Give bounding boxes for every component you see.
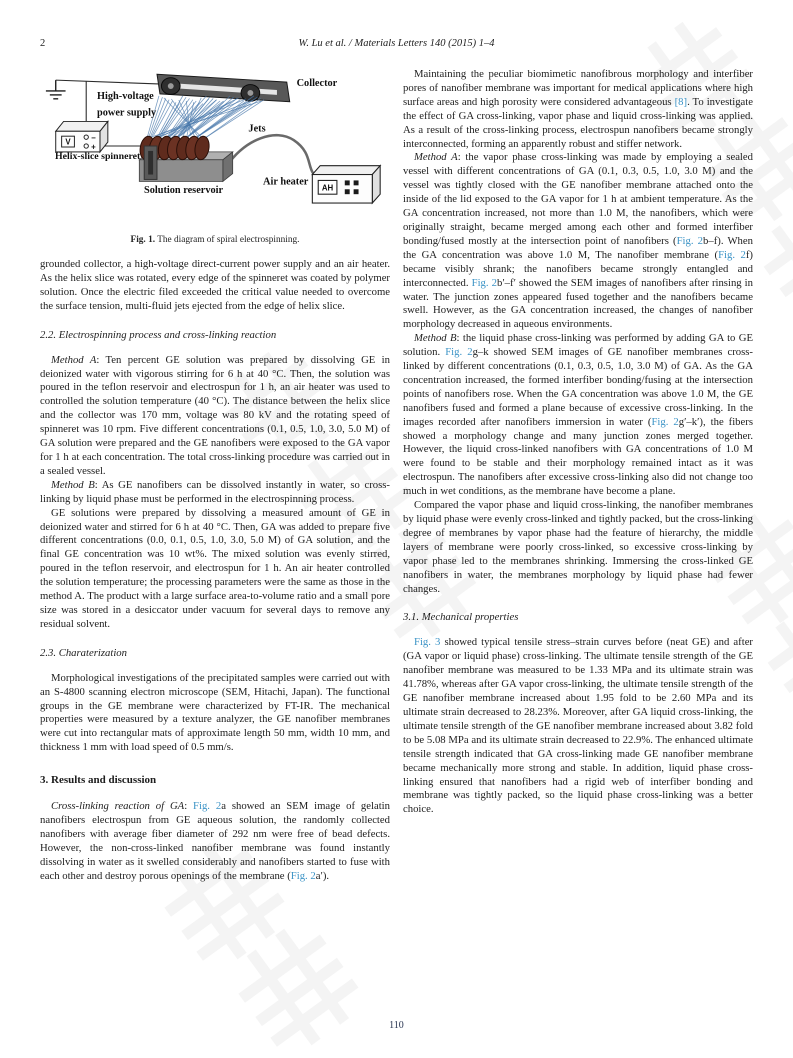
paragraph xyxy=(403,636,753,817)
text-run: : xyxy=(184,800,194,813)
page-footer xyxy=(0,1020,793,1031)
figure-1-caption xyxy=(40,235,390,245)
text-run: Cross-linking reaction of GA xyxy=(51,800,185,813)
text-run: : Ten percent GE solution was prepared by dissolving GE in deionized water with vigorous stirring for 6 h at 40 °C. Then, the solution was poured in the teflon reservoir and electrospun for 1 h, an air heater was used to controlled the solution temperature (40 °C). The distance between the helix slice and the collector was 170 mm, voltage was 80 kV and the rotating speed of spinneret was 10 rpm. Five different concentrations (0.1, 0.5, 1.0, 3.0, 5.0 M) of GA solution were prepared and the GE nanofibers were exposed to the GA vapor for 1 h at each concentration. The total cross-linking procedure was carried out in a sealed vessel. xyxy=(40,353,390,477)
text-run: Method B xyxy=(414,332,457,345)
text-run: g–k showed SEM images of GE nanofiber membranes cross-linked by different concentrations (0.1, 0.3, 0.5, 1.0, 3.0 M) of GA. As the GA concentration increased, the formed interfiber bonding/fusing at the intersection points of nanofibers rose. When the GA concentration was above 1.0 M, the GE nanofibers fused and formed a plane because of excessive cross-linking. In the images recorded after nanofibers immersion in water ( xyxy=(403,346,753,428)
paragraph-crosslinking xyxy=(40,800,390,883)
section-2-2-heading: 2.2. Electrospinning process and cross-linking reaction xyxy=(40,328,277,341)
label-voltmeter: V xyxy=(65,137,71,147)
paragraph-method-a xyxy=(40,354,390,479)
text-run: a showed an SEM image of gelatin nanofibers electrospun from GE aqueous solution, the randomly collected nanofibers with average fiber diameter of 292 nm were free of bead defects. However, the non-cross-linked nanofiber membrane was found instantly dissolving in water as it swelled considerably and nanofibers started to fuse with each other and destroy porous openings of the membrane ( xyxy=(40,800,390,882)
figure-1-caption-text: The diagram of spiral electrospinning. xyxy=(157,235,300,245)
text-run: : the liquid phase cross-linking was performed by adding GA to GE solution. xyxy=(403,332,753,359)
citation-link[interactable]: Fig. 2 xyxy=(471,276,497,289)
citation-link[interactable]: [8] xyxy=(674,95,688,108)
text-run: Maintaining the peculiar biomimetic nanofibrous morphology and interfiber pores of nanofiber membrane was important for medical applications where high surface areas and high porosity were considered advantageous xyxy=(403,68,753,108)
citation-link[interactable]: Fig. 2 xyxy=(290,869,316,882)
label-minus: − xyxy=(91,133,96,143)
label-spinneret: Helix-slice spinneret xyxy=(55,150,141,162)
text-run: : the vapor phase cross-linking was made by employing a sealed vessel with different concentrations of GA (0.1, 0.3, 0.5, 1.0, 3.0 M) and the vessel was tightly closed with the GE nanofiber membrane attached onto the inside of the lid exposed to the GA vapor for 1 h at ambient temperature. As the GA concentration increased, not more than 1.0 M, the nanofibers, which were originally straight, became merged among each other and formed interfiber bonding/fused mostly at the intersection point of nanofibers ( xyxy=(403,151,753,247)
left-column xyxy=(40,68,390,884)
electrospinning-diagram xyxy=(40,68,390,226)
collector-belt xyxy=(157,74,290,102)
label-power-supply: power supply xyxy=(97,107,157,119)
figure-1-caption-label: Fig. 1. xyxy=(130,235,156,245)
section-2-3-heading: 2.3. Charaterization xyxy=(40,646,127,659)
page-header xyxy=(40,38,753,49)
folio-number: 110 xyxy=(389,1020,404,1031)
text-run: : As GE nanofibers can be dissolved instantly in water, so cross-linking by liquid phase must be performed in the electrospinning process. xyxy=(40,478,390,505)
running-head: W. Lu et al. / Materials Letters 140 (2015) 1–4 xyxy=(298,38,495,49)
label-collector: Collector xyxy=(296,78,338,90)
power-supply-box xyxy=(56,121,108,151)
section-3-1-heading: 3.1. Mechanical properties xyxy=(403,611,519,624)
citation-link[interactable]: Fig. 2 xyxy=(193,800,222,813)
text-run: b′–f′ showed the SEM images of nanofibers after rinsing in water. The junction zones appeared fused together and the nanofibers became swell. However, as the GA concentration increased, the changes of nanofiber morphology decreased in aqueous environments. xyxy=(403,276,754,331)
text-run: showed typical tensile stress–strain curves before (neat GE) and after (GA vapor or liquid phase) cross-linking. The ultimate tensile strength of the GE nanofiber membrane was measured to be 1.33 MPa and its ultimate strain was 41.78%, whereas after GA vapor cross-linking, the ultimate tensile strength of the GE nanofiber membrane increased about 1.95 fold to be 2.60 MPa and its ultimate strain decreased to 28.23%. Moreover, after GA liquid cross-linking, the ultimate tensile strength of the GE nanofiber membrane increased about 3.82 fold to be 5.08 MPa and its ultimate strain decreased to 22.9%. The enhanced ultimate tensile strength indicated that GA cross-linking made GE nanofiber membrane became mechanically more strong and stable. In addition, liquid phase cross-linking ensured that nanofibers had a rigid web of interfiber bonding and membrane was tightly packed, so the liquid phase cross-linking was a better choice. xyxy=(403,636,753,816)
label-air-heater: Air heater xyxy=(263,176,309,188)
label-plus: + xyxy=(91,142,96,152)
paragraph: GE solutions were prepared by dissolving a measured amount of GE in deionized water and stirred for 6 h at 40 °C. Then, GA was added to prepare five different concentrations (0.0, 0.1, 0.5, 1.0, 3.0, 5.0 M) of GA solution, and the final GE concentration was 10 wt%. The mixed solution was evenly stirred, poured in the teflon reservoir, and electrospun for 1 h. An air heater controlled the solution temperature; the processing parameters were the same as those in the method A. The product with a large surface area-to-volume ratio and a small pore size was stored in a desiccator under vacuum for several days to remove any residual solvent. xyxy=(40,506,390,630)
text-run: g′–k′), the fibers showed a morphology change and many junction zones merged together. However, the liquid cross-linked nanofibers with GA concentrations of 1.0 M were found to be stable and their morphology remained intact as it was electrospun. The nanofibers after excessive cross-linking also did not change too much in wet conditions, as the membrane have become a plane. xyxy=(403,415,753,498)
text-run: Method A xyxy=(414,151,458,164)
text-run: b–f). When the GA concentration was above 1.0 M, The nanofiber membrane ( xyxy=(403,234,753,261)
paragraph: grounded collector, a high-voltage direct-current power supply and an air heater. As the helix slice was rotated, every edge of the spinneret was coated by polymer solution. Once the electric filed exceeded the critical value needed to overcome the surface tension, multi-fluid jets ejected from the edge of helix slice. xyxy=(40,258,390,312)
citation-link[interactable]: Fig. 3 xyxy=(414,636,441,649)
text-run: Method B xyxy=(51,478,95,491)
figure-1 xyxy=(40,68,390,245)
text-run: f) became visibly shrank; the nanofibers became strongly entangled and interconnected. xyxy=(403,248,753,289)
citation-link[interactable]: Fig. 2 xyxy=(676,234,704,247)
paragraph-method-b xyxy=(40,479,390,507)
label-reservoir: Solution reservoir xyxy=(143,185,224,197)
paragraph xyxy=(403,68,753,151)
section-3-heading: 3. Results and discussion xyxy=(40,774,157,787)
citation-link[interactable]: Fig. 2 xyxy=(445,346,473,359)
label-ah: AH xyxy=(321,183,334,193)
paragraph-method-a xyxy=(403,151,753,332)
paragraph-method-b xyxy=(403,332,753,499)
wire-top xyxy=(56,80,162,84)
right-column xyxy=(403,68,753,884)
label-jets: Jets xyxy=(248,123,266,135)
paragraph: Morphological investigations of the precipitated samples were carried out with an S-4800 scanning electron microscope (SEM, Hitachi, Japan). The functional groups in the GE membrane were characterized by FT-IR. The mechanical properties were measured by a texture analyzer, the GE nanofiber membranes were cut into rectangular mats of approximate length 50 mm, width 10 mm, and thickness 1 mm with load speed of 0.5 mm/s. xyxy=(40,671,390,754)
text-run: . To investigate the effect of GA cross-linking, vapor phase and liquid cross-linking was applied. As a result of the cross-linking process, electrospun nanofibers became strongly interconnected, forming an apparently robust and stiffer network. xyxy=(403,95,753,150)
text-run: Method A xyxy=(51,353,97,366)
citation-link[interactable]: Fig. 2 xyxy=(718,248,746,261)
paragraph: Compared the vapor phase and liquid cross-linking, the nanofiber membranes by liquid phase were evenly cross-linked and tightly packed, but the cross-linking degree of membranes by vapor phase had the feature of hierarchy, the middle layers of membrane were poorly cross-linked, so excessive cross-linking by vapor phase led to the membranes shrinking. Immersing the cross-linked GE nanofibers in water, the membranes morphology by liquid phase had fewer changes. xyxy=(403,499,753,595)
jets-spray xyxy=(146,96,264,141)
page-number: 2 xyxy=(40,38,46,49)
label-high-voltage: High-voltage xyxy=(97,90,154,102)
citation-link[interactable]: Fig. 2 xyxy=(651,415,679,428)
text-run: a′). xyxy=(315,869,330,882)
ground-icon xyxy=(46,80,66,99)
air-pipe xyxy=(227,135,314,173)
